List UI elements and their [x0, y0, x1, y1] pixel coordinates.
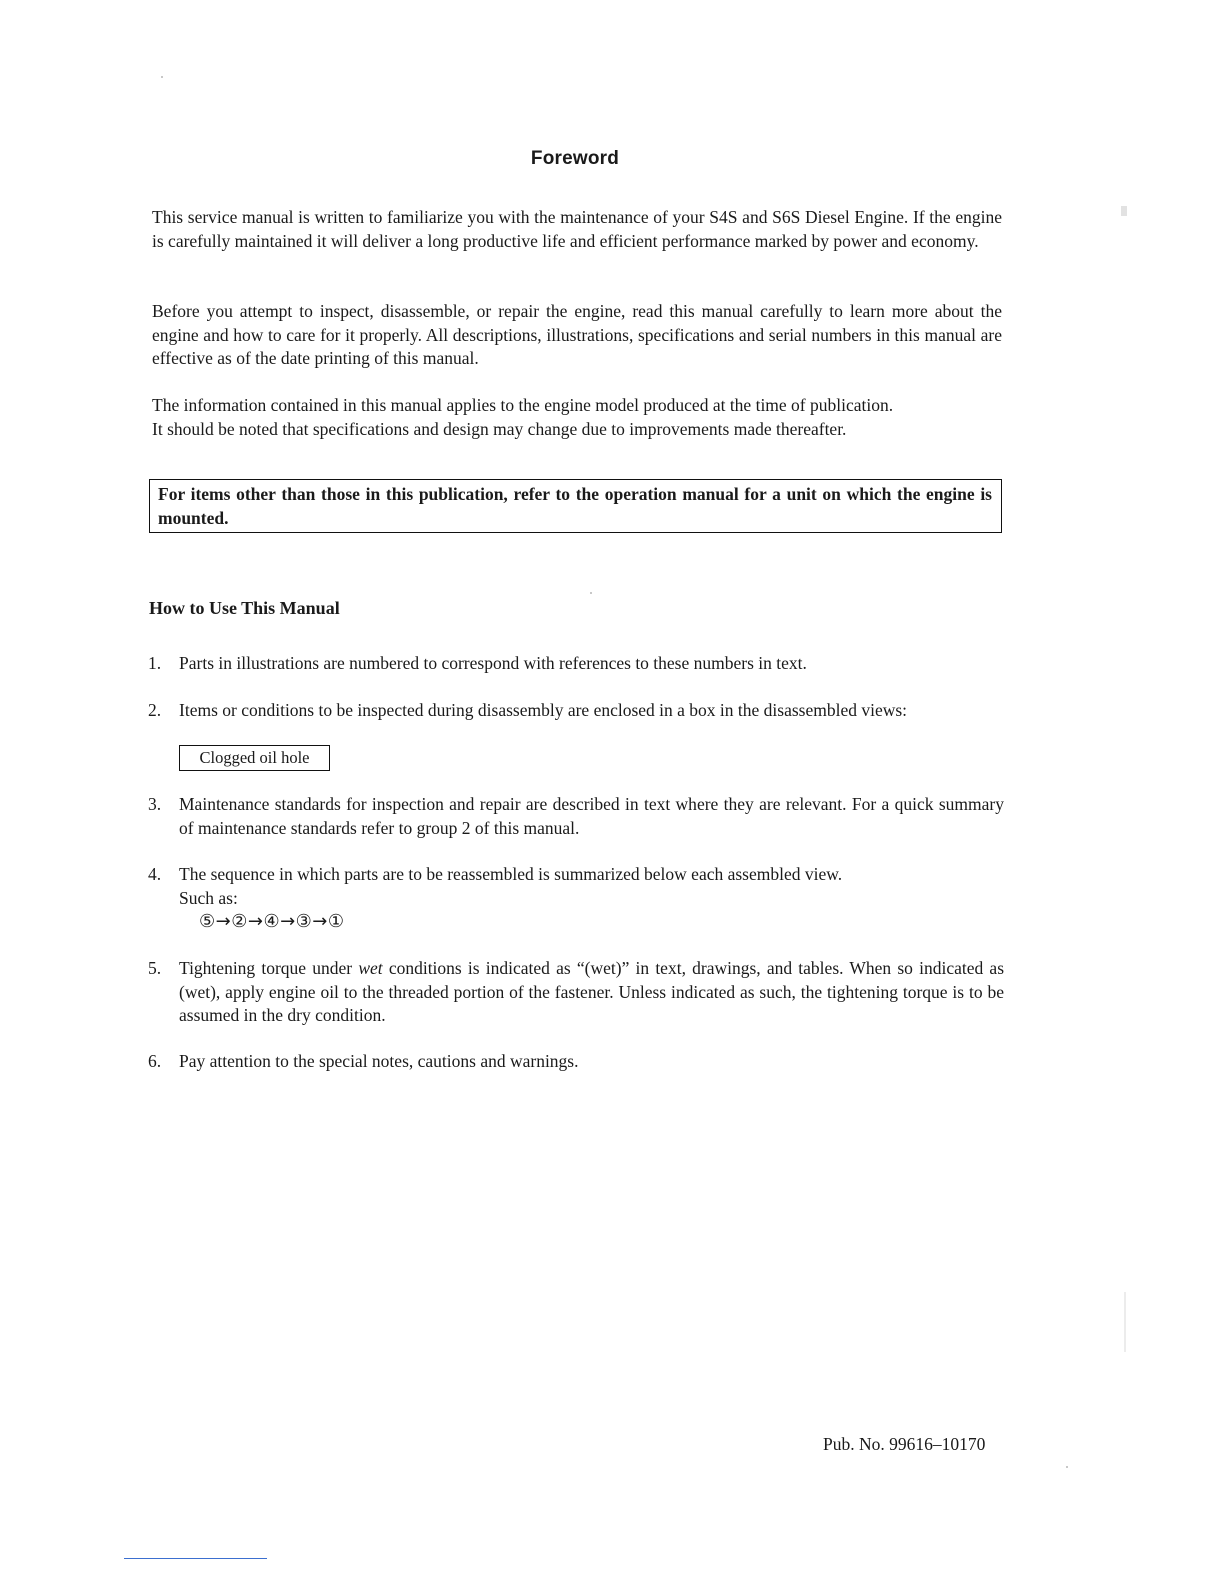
section-heading: How to Use This Manual: [149, 598, 340, 618]
notice-box: For items other than those in this publication, refer to the operation manual for a unit on which the engine is mounted.: [149, 479, 1002, 533]
list-item-text: The sequence in which parts are to be reassembled is summarized below each assembled view.: [179, 864, 843, 884]
scan-speck: [1121, 206, 1127, 216]
list-item-text: Items or conditions to be inspected during disassembly are enclosed in a box in the disassembled views:: [179, 700, 908, 720]
list-item: [148, 652, 1004, 676]
list-item: [148, 1050, 1004, 1074]
list-item-text: Pay attention to the special notes, cautions and warnings.: [179, 1051, 579, 1071]
list-item: [148, 699, 1004, 723]
list-item-body: [179, 863, 1004, 934]
list-item: [148, 957, 1004, 1028]
list-item-text: Maintenance standards for inspection and repair are described in text where they are relevant. For a quick summary of maintenance standards refer to group 2 of this manual.: [179, 794, 1004, 838]
list-item-text: Parts in illustrations are numbered to correspond with references to these numbers in text.: [179, 653, 807, 673]
text-italic: wet: [358, 958, 383, 978]
such-as-label: Such as:: [179, 887, 238, 908]
text-after: conditions is indicated as “(wet)” in text, drawings, and tables. When so indicated as (wet), apply engine oil to the threaded portion of the fastener. Unless indicated as such, the tightening torque is to be assumed in the dry condition.: [179, 958, 1004, 1025]
text-before: Tightening torque under: [179, 958, 359, 978]
list-item-number: 4.: [148, 864, 162, 884]
reassembly-sequence: ⑤→②→④→③→①: [199, 911, 345, 932]
page-title: Foreword: [530, 148, 620, 169]
foreword-paragraph-3: [152, 394, 1002, 441]
list-item: [148, 793, 1004, 840]
publication-number: Pub. No. 99616–10170: [823, 1434, 986, 1454]
list-item-number: 2.: [148, 700, 162, 720]
scan-speck: [1124, 1292, 1126, 1352]
list-item: [148, 863, 1004, 934]
scan-speck: [590, 592, 592, 594]
list-item-number: 5.: [148, 958, 162, 978]
list-item-number: 3.: [148, 794, 162, 814]
scan-speck: [161, 76, 163, 78]
inspection-box-example: Clogged oil hole: [179, 745, 330, 771]
list-item-text: [179, 957, 1004, 1028]
foreword-paragraph-2: Before you attempt to inspect, disassemble, or repair the engine, read this manual carefully to learn more about the engine and how to care for it properly. All descriptions, illustrations, specifications and serial numbers in this manual are effective as of the date printing of this manual.: [152, 301, 1002, 368]
scan-edge-line: [124, 1558, 267, 1559]
foreword-paragraph-3-line-1: The information contained in this manual applies to the engine model produced at the time of publication.: [152, 395, 894, 415]
list-item-number: 6.: [148, 1051, 162, 1071]
foreword-paragraph-1: This service manual is written to familiarize you with the maintenance of your S4S and S6S Diesel Engine. If the engine is carefully maintained it will deliver a long productive life and efficient performance marked by power and economy.: [152, 207, 1002, 251]
scan-speck: [1066, 1466, 1068, 1468]
list-item-number: 1.: [148, 653, 162, 673]
foreword-paragraph-3-line-2: It should be noted that specifications and design may change due to improvements made thereafter.: [152, 418, 847, 439]
